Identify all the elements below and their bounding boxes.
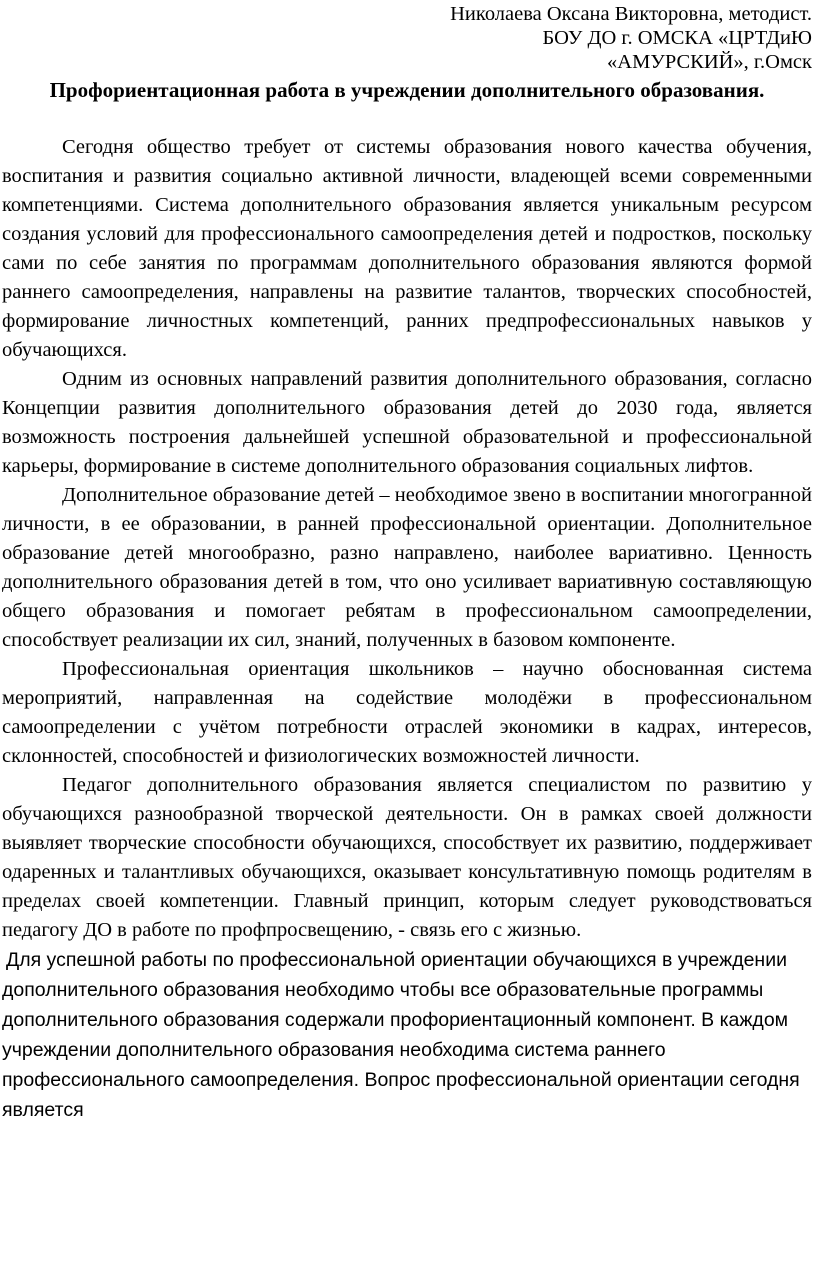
author-block xyxy=(2,2,812,74)
author-name-line: Николаева Оксана Викторовна, методист. xyxy=(450,3,812,25)
document-title: Профориентационная работа в учреждении дополнительного образования. xyxy=(49,78,765,102)
paragraph-2: Одним из основных направлений развития дополнительного образования, согласно Концепции развития дополнительного образования детей до 2030 года, является возможность построения дальнейшей успешной образовательной и профессиональной карьеры, формирование в системе дополнительного образования социальных лифтов. xyxy=(2,368,812,477)
closing-paragraph: Для успешной работы по профессиональной ориентации обучающихся в учреждении дополнительного образования необходимо чтобы все образовательные программы дополнительного образования содержали профориентационный компонент. В каждом учреждении дополнительного образования необходима система раннего профессионального самоопределения. Вопрос профессиональной ориентации сегодня является xyxy=(2,949,800,1121)
closing-section xyxy=(2,945,812,1125)
paragraph-1: Сегодня общество требует от системы образования нового качества обучения, воспитания и развития социально активной личности, владеющей всеми современными компетенциями. Система дополнительного образования является уникальным ресурсом создания условий для профессионального самоопределения детей и подростков, поскольку сами по себе занятия по программам дополнительного образования являются формой раннего самоопределения, направлены на развитие талантов, творческих способностей, формирование личностных компетенций, ранних предпрофессиональных навыков у обучающихся. xyxy=(2,136,812,361)
paragraph-5: Педагог дополнительного образования является специалистом по развитию у обучающихся разнообразной творческой деятельности. Он в рамках своей должности выявляет творческие способности обучающихся, способствует их развитию, поддерживает одаренных и талантливых обучающихся, оказывает консультативную помощь родителям в пределах своей компетенции. Главный принцип, которым следует руководствоваться педагогу ДО в работе по профпросвещению, - связь его с жизнью. xyxy=(2,774,812,941)
paragraph-4: Профессиональная ориентация школьников – научно обоснованная система мероприятий, направленная на содействие молодёжи в профессиональном самоопределении с учётом потребности отраслей экономики в кадрах, интересов, склонностей, способностей и физиологических возможностей личности. xyxy=(2,658,812,767)
author-organization-line: БОУ ДО г. ОМСКА «ЦРТДиЮ xyxy=(542,27,812,49)
document-body xyxy=(2,133,812,945)
author-city-line: «АМУРСКИЙ», г.Омск xyxy=(607,51,812,73)
paragraph-3: Дополнительное образование детей – необходимое звено в воспитании многогранной личности, в ее образовании, в ранней профессиональной ориентации. Дополнительное образование детей многообразно, разно направлено, наиболее вариативно. Ценность дополнительного образования детей в том, что оно усиливает вариативную составляющую общего образования и помогает ребятам в профессиональном самоопределении, способствует реализации их сил, знаний, полученных в базовом компоненте. xyxy=(2,484,812,651)
